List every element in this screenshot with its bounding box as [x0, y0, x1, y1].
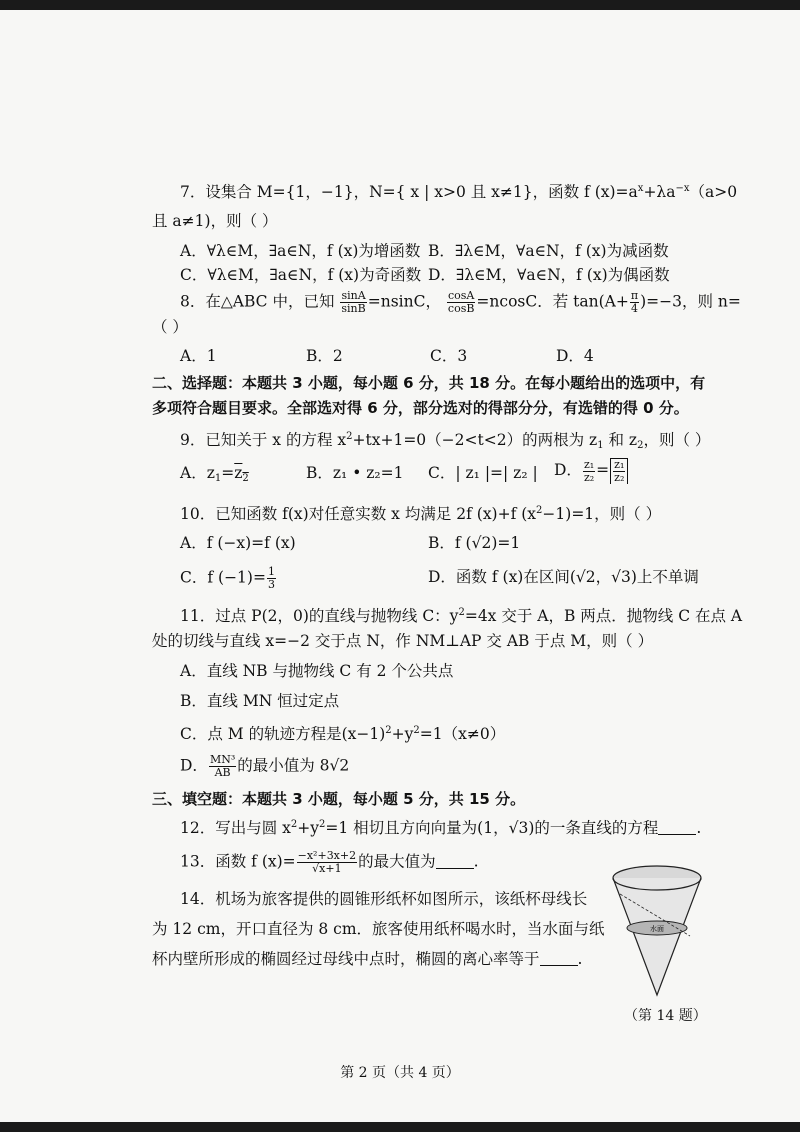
q11-stem-line2: 处的切线与直线 x=−2 交于点 N，作 NM⊥AP 交 AB 于点 M，则（ ） [152, 632, 654, 650]
section2-heading-line1: 二、选择题：本题共 3 小题，每小题 6 分，共 18 分。在每小题给出的选项中，有 [152, 374, 706, 392]
q8-frac-cos: $\frac{\cos A}{\cos B}$ [447, 289, 475, 315]
q8-option-a: A．1 [180, 347, 217, 365]
scan-bottom-edge [0, 1122, 800, 1132]
q9-stem: 9．已知关于 x 的方程 $x^2+tx+1=0(-2<t<2)$的两根为 $z_1$ 和 $z_2$，则（ ） [180, 431, 711, 451]
q12-answer-blank [658, 820, 696, 835]
q7-option-b: B．∃λ∈M，∀a∈N，f (x)为减函数 [428, 242, 669, 260]
q8-stem: 8．在△ABC 中，已知 $\frac{\sin A}{\sin B}$ =nsinC， $\frac{\cos A}{\cos B}$ =ncosC．若 tan(A+ $\frac{\pi}{4}$ )=−3，则 n= [180, 289, 741, 315]
q13-answer-blank [436, 854, 474, 869]
q10-option-c: C．f (−1)= $\frac{1}{3}$ [180, 565, 275, 591]
water-surface-label: 水面 [650, 925, 664, 933]
q14-answer-blank [540, 951, 578, 966]
q7-option-c: C．∀λ∈M，∃a∈N，f (x)为奇函数 [180, 266, 422, 284]
q11-option-a: A．直线 NB 与抛物线 C 有 2 个公共点 [180, 662, 454, 680]
q14-line3: 杯内壁所形成的椭圆经过母线中点时，椭圆的离心率等于 . [152, 950, 583, 968]
q8-frac-sin: $\frac{\sin A}{\sin B}$ [341, 289, 366, 315]
q7-option-d: D．∃λ∈M，∀a∈N，f (x)为偶函数 [428, 266, 670, 284]
q9-option-a: A．$z_1=\overline{z}_2$ [180, 464, 249, 484]
figure-caption: （第 14 题） [624, 1008, 707, 1024]
q11-option-c: C．点 M 的轨迹方程是$(x-1)^2+y^2=1(x\ne 0)$ [180, 725, 506, 743]
q10-option-d: D．函数 f (x)在区间(√2，√3)上不单调 [428, 568, 699, 586]
scan-top-edge [0, 0, 800, 10]
q10-stem: 10．已知函数 f(x)对任意实数 x 均满足 2f (x)+f $(x^2-1)=1$，则（ ） [180, 505, 662, 523]
section3-heading: 三、填空题：本题共 3 小题，每小题 5 分，共 15 分。 [152, 790, 526, 808]
q12-stem: 12．写出与圆 $x^2+y^2=1$ 相切且方向向量为(1，√3)的一条直线的方程 . [180, 819, 702, 837]
q9-option-d: D． $\frac{\text{z₁}}{\text{z₂}}$ = $\frac{\text{z₁}}{\text{z₂}}$ [554, 458, 629, 484]
q8-frac-pi: $\frac{\pi}{4}$ [630, 289, 639, 315]
q14-line2: 为 12 cm，开口直径为 8 cm．旅客使用纸杯喝水时，当水面与纸 [152, 920, 605, 938]
q10-option-a: A．f (−x)=f (x) [180, 534, 296, 552]
q8-option-c: C．3 [430, 347, 468, 365]
q7-stem-line2: 且 a≠1)，则（ ） [152, 212, 278, 230]
q8-stem-line2: （ ） [152, 318, 188, 336]
cone-cup-figure [602, 860, 712, 1000]
section2-heading-line2: 多项符合题目要求。全部选对得 6 分，部分选对的得部分分，有选错的得 0 分。 [152, 399, 689, 417]
q7-option-a: A．∀λ∈M，∃a∈N，f (x)为增函数 [180, 242, 421, 260]
q11-option-d: D． $\frac{\text{MN³}}{AB}$ 的最小值为 8√2 [180, 753, 350, 779]
q10-option-b: B．f (√2)=1 [428, 534, 521, 552]
q8-option-d: D．4 [556, 347, 594, 365]
q9-option-b: B．z₁ • z₂=1 [306, 464, 404, 482]
q11-stem: 11．过点 P(2，0)的直线与抛物线 C：$y^2=4x$ 交于 A，B 两点．抛物线 C 在点 A [180, 607, 743, 625]
q13-stem: 13．函数 f (x)= $\frac{\text{−x²+3x+2}}{√x+1}$ 的最大值为 . [180, 849, 479, 875]
q14-line1: 14．机场为旅客提供的圆锥形纸杯如图所示，该纸杯母线长 [180, 890, 588, 908]
q11-option-b: B．直线 MN 恒过定点 [180, 692, 340, 710]
q7-stem: 7．设集合 M={1，−1}，N={ x | x>0 且 x≠1}，函数 f $(x)=a^x+\lambda a^{-x}(a>0$ [180, 183, 738, 201]
q9-option-c: C．| z₁ |=| z₂ | [428, 464, 538, 482]
page-footer: 第 2 页（共 4 页） [340, 1065, 460, 1081]
q8-option-b: B．2 [306, 347, 343, 365]
